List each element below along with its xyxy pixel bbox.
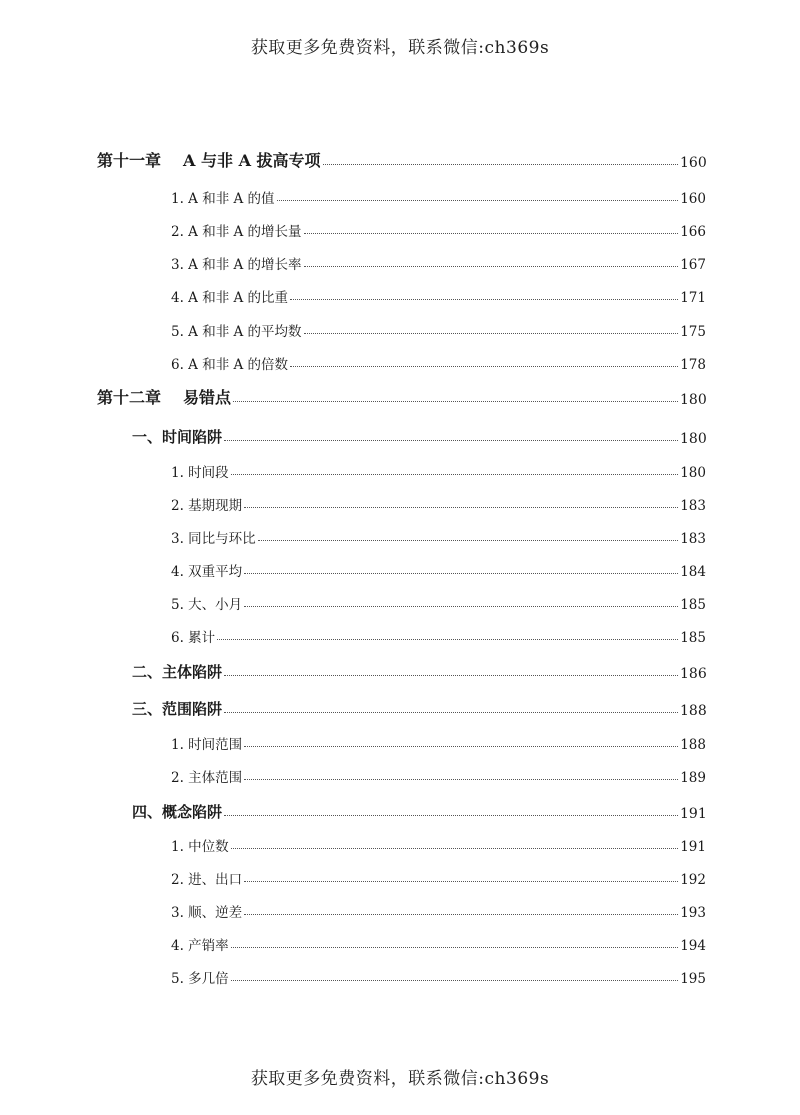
- chapter-label: 第十二章 易错点: [97, 388, 232, 407]
- page-number: 183: [680, 531, 706, 547]
- page-number: 167: [680, 257, 706, 273]
- leader-dots: [224, 711, 678, 713]
- toc-item[interactable]: [0, 589, 706, 613]
- leader-dots: [233, 400, 678, 402]
- page-number: 186: [680, 666, 707, 682]
- item-label: 5. 多几倍: [171, 971, 229, 987]
- page-number: 166: [680, 224, 706, 240]
- leader-dots: [290, 298, 678, 300]
- toc-item[interactable]: [0, 963, 706, 987]
- toc-item[interactable]: [0, 216, 706, 240]
- page-number: 193: [680, 905, 706, 921]
- item-label: 1. 时间范围: [171, 737, 243, 753]
- leader-dots: [277, 199, 678, 201]
- toc-item[interactable]: [0, 831, 706, 855]
- page-number: 188: [680, 737, 706, 753]
- leader-dots: [231, 946, 678, 948]
- page-number: 180: [680, 465, 706, 481]
- item-label: 3. 顺、逆差: [171, 905, 243, 921]
- page-number: 191: [680, 806, 707, 822]
- leader-dots: [304, 332, 678, 334]
- item-label: 6. 累计: [171, 630, 216, 646]
- page-number: 183: [680, 498, 706, 514]
- toc-item[interactable]: [0, 556, 706, 580]
- header-promo-text: 获取更多免费资料，联系微信:ch369s: [250, 38, 550, 58]
- item-label: 2. 基期现期: [171, 498, 243, 514]
- item-label: 5. A 和非 A 的平均数: [171, 324, 302, 340]
- page-number: 175: [680, 324, 706, 340]
- footer-promo-text: 获取更多免费资料，联系微信:ch369s: [250, 1069, 550, 1089]
- leader-dots: [244, 745, 678, 747]
- toc-item[interactable]: [0, 490, 706, 514]
- toc-item[interactable]: [0, 249, 706, 273]
- toc-chapter-12[interactable]: [0, 384, 706, 408]
- leader-dots: [217, 638, 678, 640]
- page-number: 180: [680, 431, 707, 447]
- item-label: 1. 时间段: [171, 465, 229, 481]
- toc-item[interactable]: [0, 897, 706, 921]
- page-number: 192: [680, 872, 706, 888]
- item-label: 2. A 和非 A 的增长量: [171, 224, 302, 240]
- leader-dots: [244, 605, 678, 607]
- leader-dots: [304, 265, 678, 267]
- page-number: 178: [680, 357, 706, 373]
- toc-section-subject-trap[interactable]: [0, 658, 706, 682]
- item-label: 4. 产销率: [171, 938, 229, 954]
- leader-dots: [244, 913, 678, 915]
- toc-item[interactable]: [0, 183, 706, 207]
- item-label: 5. 大、小月: [171, 597, 243, 613]
- leader-dots: [304, 232, 678, 234]
- toc-item[interactable]: [0, 762, 706, 786]
- item-label: 3. A 和非 A 的增长率: [171, 257, 302, 273]
- page-number: 171: [680, 290, 706, 306]
- page-number: 184: [680, 564, 706, 580]
- leader-dots: [244, 880, 678, 882]
- toc-item[interactable]: [0, 622, 706, 646]
- leader-dots: [290, 365, 678, 367]
- leader-dots: [224, 674, 678, 676]
- toc-section-scope-trap[interactable]: [0, 695, 706, 719]
- section-label: 二、主体陷阱: [132, 663, 223, 681]
- item-label: 1. 中位数: [171, 839, 229, 855]
- leader-dots: [258, 539, 678, 541]
- page-number: 185: [680, 630, 706, 646]
- toc-item[interactable]: [0, 349, 706, 373]
- item-label: 6. A 和非 A 的倍数: [171, 357, 289, 373]
- toc-section-time-trap[interactable]: [0, 423, 706, 447]
- leader-dots: [244, 506, 678, 508]
- section-label: 三、范围陷阱: [132, 700, 223, 718]
- toc-item[interactable]: [0, 864, 706, 888]
- chapter-label: 第十一章 A 与非 A 拔高专项: [97, 151, 321, 170]
- page-number: 195: [680, 971, 706, 987]
- item-label: 2. 进、出口: [171, 872, 243, 888]
- page-number: 191: [680, 839, 706, 855]
- item-label: 4. A 和非 A 的比重: [171, 290, 289, 306]
- leader-dots: [244, 572, 678, 574]
- toc-item[interactable]: [0, 729, 706, 753]
- section-label: 四、概念陷阱: [132, 803, 223, 821]
- leader-dots: [231, 473, 678, 475]
- item-label: 2. 主体范围: [171, 770, 243, 786]
- item-label: 1. A 和非 A 的值: [171, 191, 275, 207]
- page-number: 188: [680, 703, 707, 719]
- leader-dots: [231, 979, 678, 981]
- leader-dots: [323, 163, 678, 165]
- page-number: 160: [680, 155, 707, 171]
- toc-item[interactable]: [0, 282, 706, 306]
- page-number: 160: [680, 191, 706, 207]
- item-label: 3. 同比与环比: [171, 531, 256, 547]
- toc-item[interactable]: [0, 316, 706, 340]
- page-number: 194: [680, 938, 706, 954]
- leader-dots: [244, 778, 678, 780]
- page-number: 180: [680, 392, 707, 408]
- toc-item[interactable]: [0, 457, 706, 481]
- toc-section-concept-trap[interactable]: [0, 798, 706, 822]
- item-label: 4. 双重平均: [171, 564, 243, 580]
- leader-dots: [231, 847, 678, 849]
- leader-dots: [224, 814, 678, 816]
- page-number: 189: [680, 770, 706, 786]
- leader-dots: [224, 439, 678, 441]
- toc-chapter-11[interactable]: [0, 147, 706, 171]
- toc-item[interactable]: [0, 523, 706, 547]
- page-number: 185: [680, 597, 706, 613]
- toc-item[interactable]: [0, 930, 706, 954]
- section-label: 一、时间陷阱: [132, 428, 223, 446]
